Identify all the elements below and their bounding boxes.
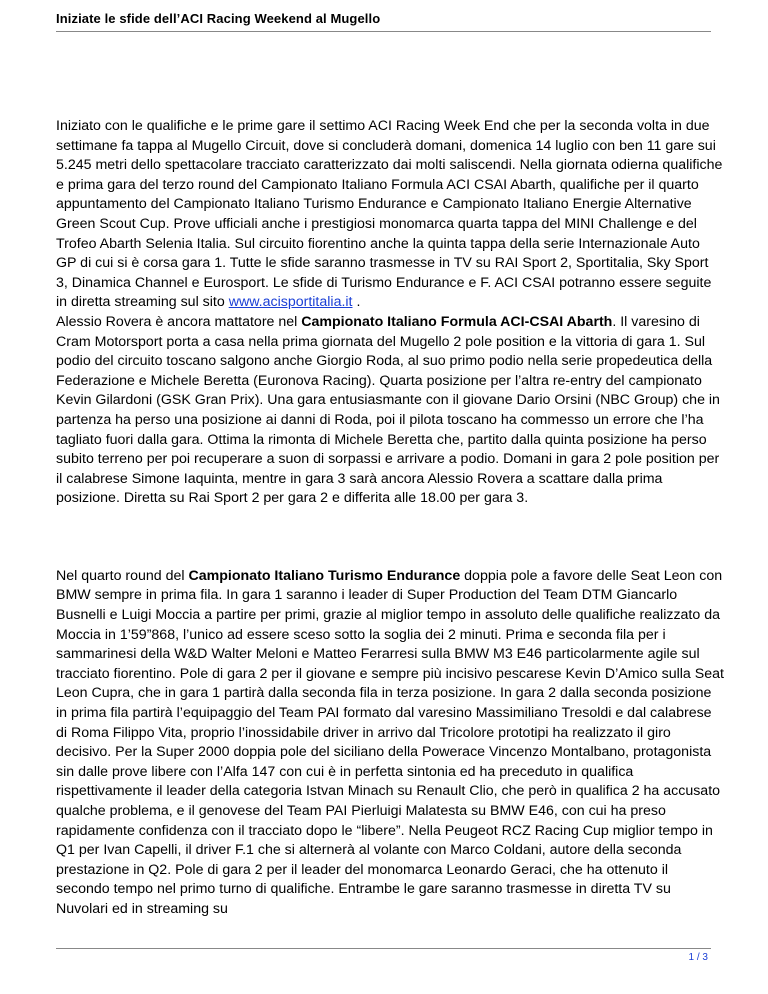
championship-name: Campionato Italiano Turismo Endurance: [188, 567, 461, 584]
paragraph-text: .: [352, 294, 361, 311]
document-title: Iniziate le sfide dell’ACI Racing Weekend al Mugello: [56, 11, 381, 26]
paragraph-text: Nel quarto round del: [56, 567, 189, 584]
article-body: [56, 117, 724, 920]
paragraph-text: Alessio Rovera è ancora mattatore nel: [56, 313, 302, 330]
paragraph-spacer: [56, 509, 724, 567]
page-number: 1 / 3: [688, 952, 708, 963]
paragraph-text: . Il varesino di Cram Motorsport porta a casa nella prima giornata del Mugello 2 pole position e la vittoria di gara 1. Sul podio del circuito toscano salgono anche Giorgio Roda, al suo primo podio nella serie propedeutica della Federazione e Michele Beretta (Euronova Racing). Quarta posizione per l’altra re-entry del campionato Kevin Gilardoni (GSK Gran Prix). Una gara entusiasmante con il giovane Dario Orsini (NBC Group) che in partenza ha perso una posizione ai danni di Roda, poi il pilota toscano ha commesso un errore che l’ha tagliato fuori dalla gara. Ottima la rimonta di Michele Beretta che, partito dalla quinta posizione ha perso subito terreno per poi recuperare a suon di sorpassi e arrivare a podio. Domani in gara 2 pole position per il calabrese Simone Iaquinta, mentre in gara 3 sarà ancora Alessio Rovera a scattare dalla prima posizione. Diretta su Rai Sport 2 per gara 2 e differita alle 18.00 per gara 3.: [56, 313, 720, 507]
acisportitalia-link[interactable]: www.acisportitalia.it: [228, 294, 353, 311]
championship-name: Campionato Italiano Formula ACI-CSAI Abarth: [301, 313, 613, 330]
footer-divider: [56, 948, 711, 949]
paragraph-formula-aci: [56, 313, 724, 509]
paragraph-intro: [56, 117, 724, 313]
paragraph-text: Iniziato con le qualifiche e le prime gare il settimo ACI Racing Week End che per la seconda volta in due settimane fa tappa al Mugello Circuit, dove si concluderà domani, domenica 14 luglio con ben 11 gare sui 5.245 metri dello spettacolare tracciato caratterizzato dai molti saliscendi. Nella giornata odierna qualifiche e prima gara del terzo round del Campionato Italiano Formula ACI CSAI Abarth, qualifiche per il quarto appuntamento del Campionato Italiano Turismo Endurance e Campionato Italiano Energie Alternative Green Scout Cup. Prove ufficiali anche i prestigiosi monomarca quarta tappa del MINI Challenge e del Trofeo Abarth Selenia Italia. Sul circuito fiorentino anche la quinta tappa della serie Internazionale Auto GP di cui si è corsa gara 1. Tutte le sfide saranno trasmesse in TV su RAI Sport 2, Sportitalia, Sky Sport 3, Dinamica Channel e Eurosport. Le sfide di Turismo Endurance e F. ACI CSAI potranno essere seguite in diretta streaming sul sito: [56, 118, 723, 311]
header-divider: [56, 31, 711, 32]
paragraph-text: doppia pole a favore delle Seat Leon con BMW sempre in prima fila. In gara 1 saranno i leader di Super Production del Team DTM Giancarlo Busnelli e Luigi Moccia a partire per primi, grazie al miglior tempo in assoluto delle qualifiche realizzato da Moccia in 1’59”868, l’unico ad essere sceso sotto la soglia dei 2 minuti. Prima e seconda fila per i sammarinesi della W&D Walter Meloni e Matteo Ferarresi sulla BMW M3 E46 particolarmente agile sul tracciato fiorentino. Pole di gara 2 per il giovane e sempre più incisivo pescarese Kevin D’Amico sulla Seat Leon Cupra, che in gara 1 partirà dalla seconda fila in terza posizione. In gara 2 dalla seconda posizione in prima fila partirà l’equipaggio del Team PAI formato dal varesino Massimiliano Tresoldi e dal calabrese di Roma Filippo Vita, proprio l’inossidabile driver in arrivo dal Tricolore prototipi ha realizzato il giro decisivo. Per la Super 2000 doppia pole del siciliano della Powerace Vincenzo Montalbano, protagonista sin dalle prove libere con l’Alfa 147 con cui è in perfetta sintonia ed ha preceduto in qualifica rispettivamente il leader della categoria Istvan Minach su Renault Clio, che però in qualifica 2 ha accusato qualche problema, e il genovese del Team PAI Pierluigi Malatesta su BMW E46, con cui ha preso rapidamente confidenza con il tracciato dopo le “libere”. Nella Peugeot RCZ Racing Cup miglior tempo in Q1 per Ivan Capelli, il driver F.1 che si alternerà al volante con Marco Coldani, autore della seconda prestazione in Q2. Pole di gara 2 per il leader del monomarca Leonardo Geraci, che ha ottenuto il secondo tempo nel primo turno di qualifiche. Entrambe le gare saranno trasmesse in diretta TV su Nuvolari ed in streaming su: [56, 567, 724, 917]
paragraph-turismo-endurance: [56, 567, 724, 920]
